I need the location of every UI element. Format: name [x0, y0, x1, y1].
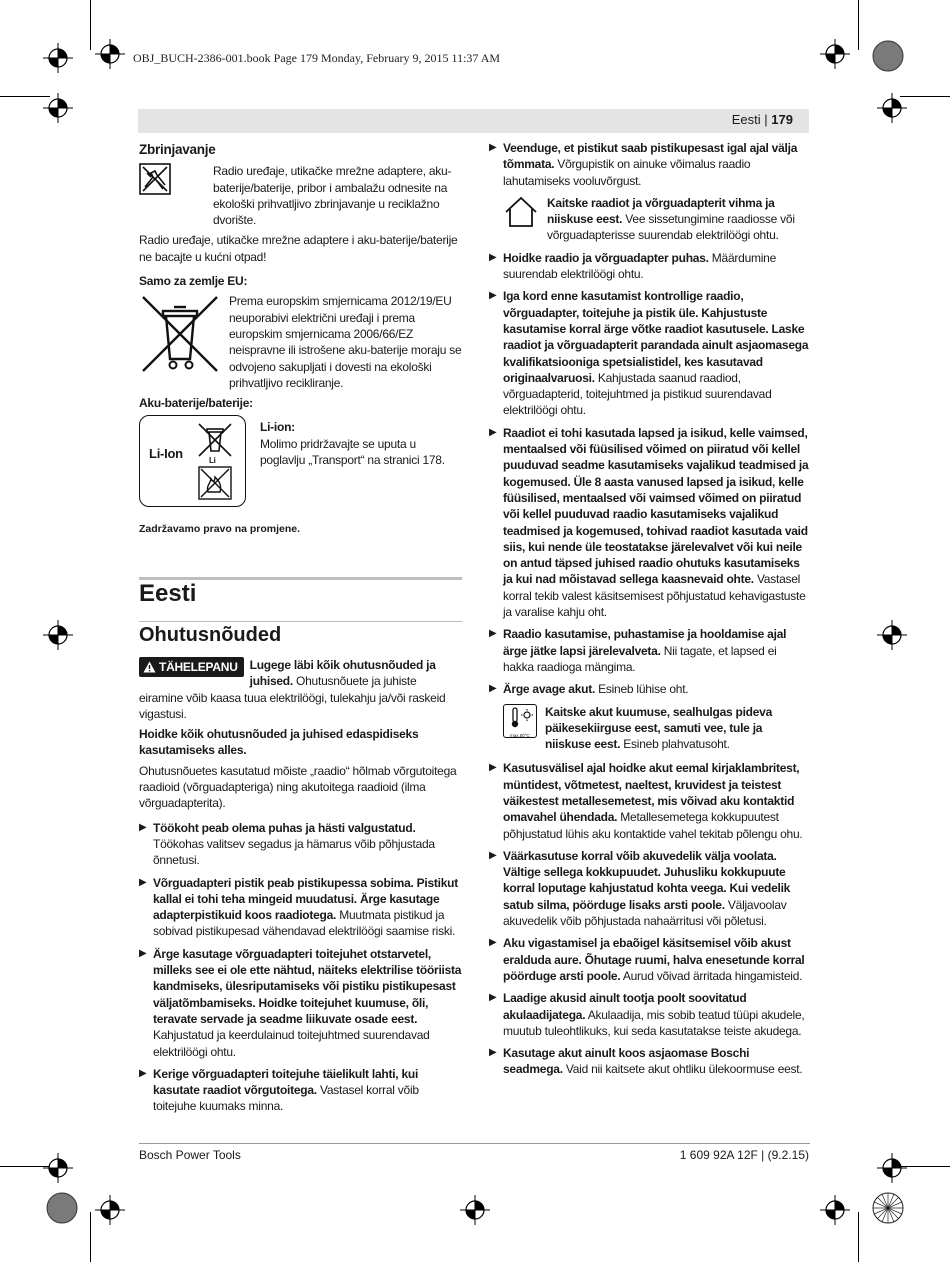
list-item	[489, 990, 810, 1039]
eu-title: Samo za zemlje EU:	[139, 274, 248, 289]
star-target-icon	[44, 1190, 80, 1226]
bullet-text: Akulaadija, mis sobib teatud tüüpi akudele, muutub tuleohtlikuks, kui seda kasutatakse teiste akudega.	[503, 1007, 805, 1038]
registration-mark-icon	[877, 93, 907, 123]
heat-block	[503, 704, 810, 753]
section-title: Eesti	[139, 580, 197, 607]
starburst-target-icon	[870, 1190, 906, 1226]
crop-line	[858, 1212, 859, 1262]
disposal-text: Radio uređaje, utikačke mrežne adaptere, aku-baterije/baterije, pribor i ambalažu odnesite na ekološki prihvatljivo zbrinjavanje u reciklažno dvorište.	[213, 164, 452, 228]
heat-text	[545, 704, 810, 753]
header-separator: |	[764, 112, 768, 127]
bullet-bold: Ärge kasutage võrguadapteri toitejuhet otstarvetel, milleks see ei ole ette nähtud, näiteks elektrilise tööriista kandmiseks, ülesriputamiseks või pistiku pistikupesast väljatõmbamiseks. Hoidke toitejuhet kuumuse, õli, teravate servade ja seadme liikuvate osade eest.	[153, 946, 462, 1026]
arrow-bullet-icon: ▶	[489, 290, 497, 302]
bullet-bold: Töökoht peab olema puhas ja hästi valgustatud.	[153, 820, 416, 835]
bullet-bold: Hoidke raadio ja võrguadapter puhas.	[503, 250, 709, 265]
heat-bold: Kaitske akut kuumuse, sealhulgas pideva päikesekiirguse eest, samuti vee, tule ja niiskuse eest.	[545, 704, 773, 752]
li-symbol: Li	[209, 456, 216, 466]
list-item	[489, 760, 810, 841]
household-text: Radio uređaje, utikačke mrežne adaptere i aku-baterije/baterije ne bacajte u kućni otpad!	[139, 233, 458, 264]
bullet-bold: Kasutage akut ainult koos asjaomase Boschi seadmega.	[503, 1046, 750, 1077]
battery-title: Aku-baterije/baterije:	[139, 396, 253, 411]
heat-warning-badge	[503, 704, 537, 738]
term-text: Ohutusnõuetes kasutatud mõiste „raadio“ hõlmab võrgutoitega raadioid (võrguadapteriga) ning akutoitega raadioid (ilma võrguadapterita).	[139, 763, 457, 811]
warning-text: Ohutusnõuete ja juhiste eiramine võib kaasa tuua elektrilöögi, tulekahju ja/või raskeid vigastusi.	[139, 674, 446, 721]
crop-line	[90, 0, 91, 50]
right-column	[489, 140, 810, 1084]
crop-line	[90, 1212, 91, 1262]
bullet-bold: Raadiot ei tohi kasutada lapsed ja isikud, kelle vaimsed, mentaalsed või füüsilised võimed on piiratud või kellel puuduvad seadme kasutamiseks vajalikud teadmised ja kogemused. Üle 8 aasta vanused lapsed ja isikud, kelle füüsilised, mentaalsed või vaimsed võimed on piiratud või kellel puuduvad raadio kasutamiseks vajalikud teadmised ja kogemused, tohivad raadiot kasutada vaid siis, kui nende üle teostatakse järelevalvet või kui neile on antud täpsed juhised raadio ohutuks kasutamiseks ja kui nad mõistavad sellega kaasnevaid ohte.	[503, 425, 809, 587]
bullet-text: Vastasel korral võib toitejuhe kuumaks minna.	[153, 1083, 419, 1114]
arrow-bullet-icon: ▶	[489, 762, 497, 774]
safety-title: Ohutusnõuded	[139, 624, 282, 646]
footer-brand: Bosch Power Tools	[139, 1148, 241, 1162]
registration-mark-icon	[877, 620, 907, 650]
list-item	[139, 946, 462, 1060]
thermometer-sun-icon	[505, 706, 535, 730]
disposal-title: Zbrinjavanje	[139, 142, 216, 157]
warning-paragraph	[139, 657, 462, 722]
liion-info	[260, 415, 462, 468]
bullet-text: Aurud võivad ärritada hingamisteid.	[620, 968, 803, 983]
list-item	[489, 626, 810, 675]
reserve-note: Zadržavamo pravo na promjene.	[139, 523, 301, 535]
bullet-text: Kahjustatud ja keerdulainud toitejuhtmed suurendavad elektrilöögi ohtu.	[153, 1028, 430, 1059]
no-fire-battery-icon	[198, 466, 232, 500]
bullet-text: Vaid nii kaitsete akut ohtliku ülekoormuse eest.	[562, 1062, 803, 1077]
page-number: 179	[771, 112, 793, 127]
arrow-bullet-icon: ▶	[489, 251, 497, 263]
list-item	[489, 425, 810, 621]
registration-mark-icon	[43, 93, 73, 123]
warning-bold: Lugege läbi kõik ohutusnõuded ja juhised.	[249, 658, 436, 689]
house-indoor-icon	[503, 195, 539, 229]
crop-line	[900, 96, 950, 97]
bullet-bold: Kasutusvälisel ajal hoidke akut eemal kirjaklambritest, müntidest, võtmetest, naeltest, kruvidest ja teistest väikestest metallesemetest, mis võivad aku kontaktid omavahel ühendada.	[503, 761, 800, 825]
arrow-bullet-icon: ▶	[139, 1067, 147, 1079]
heat-normal: Esineb plahvatusoht.	[620, 737, 730, 752]
header-language: Eesti	[731, 112, 761, 127]
bullet-bold: Laadige akusid ainult tootja poolt soovitatud akulaadijatega.	[503, 991, 747, 1022]
footer-code: 1 609 92A 12F | (9.2.15)	[679, 1148, 809, 1162]
battery-block	[139, 415, 462, 507]
eu-block	[139, 293, 462, 391]
keep-instructions	[139, 726, 462, 759]
bullet-text: Muutmata pistikud ja sobivad pistikupesad vähendavad elektrilöögi saamise riski.	[153, 908, 456, 939]
list-item	[489, 935, 810, 984]
crop-line	[858, 0, 859, 50]
crop-line	[900, 1166, 950, 1167]
arrow-bullet-icon: ▶	[489, 992, 497, 1004]
list-item	[489, 848, 810, 929]
arrow-bullet-icon: ▶	[489, 849, 497, 861]
arrow-bullet-icon: ▶	[489, 142, 497, 153]
arrow-bullet-icon: ▶	[489, 426, 497, 438]
left-safety-column	[139, 657, 462, 1121]
liion-text: Molimo pridržavajte se uputa u poglavlju „Transport“ na stranici 178.	[260, 436, 445, 468]
house-normal: Vee sissetungimine raadiosse või võrguadapterisse suurendab elektrilöögi ohtu.	[547, 212, 795, 243]
list-item	[139, 875, 462, 940]
registration-mark-icon	[460, 1195, 490, 1225]
registration-mark-icon	[877, 1153, 907, 1183]
bullet-bold: Veenduge, et pistikut saab pistikupesast igal ajal välja tõmmata.	[503, 141, 798, 172]
star-target-icon	[870, 38, 906, 74]
list-item	[489, 250, 810, 283]
bullet-bold: Väärkasutuse korral võib akuvedelik välja voolata. Vältige sellega kokkupuudet. Juhusliku kokkupuute korral loputage kahjustatud kohta veega. Kui vedelik satub silma, pöörduge lisaks arsti poole.	[503, 848, 791, 912]
warning-badge	[139, 657, 244, 677]
arrow-bullet-icon: ▶	[489, 628, 497, 640]
crossed-bin-icon	[139, 293, 221, 375]
list-item	[489, 288, 810, 418]
liion-battery-badge	[139, 415, 246, 507]
list-item	[489, 140, 810, 189]
eu-text: Prema europskim smjernicama 2012/19/EU neuporabivi električni uređaji i prema europskim smjernicama 2006/66/EZ neispravne ili istrošene aku-baterije moraju se odvojeno sakupljati i dovesti na ekološki prihvatljivo recikliranje.	[229, 294, 462, 390]
arrow-bullet-icon: ▶	[489, 1047, 497, 1059]
bullet-bold: Ärge avage akut.	[503, 682, 596, 697]
book-tag: OBJ_BUCH-2386-001.book Page 179 Monday, February 9, 2015 11:37 AM	[133, 51, 501, 65]
list-item	[139, 1066, 462, 1115]
header-label	[732, 112, 793, 127]
liion-badge-label: Li-Ion	[149, 446, 183, 462]
arrow-bullet-icon: ▶	[139, 821, 147, 833]
registration-mark-icon	[820, 1195, 850, 1225]
registration-mark-icon	[95, 39, 125, 69]
bullet-text: Esineb lühise oht.	[595, 682, 689, 697]
bullet-bold: Aku vigastamisel ja ebaõigel käsitsemisel võib akust eralduda aure. Õhutage ruumi, halva enesetunde korral pöörduge arsti poole.	[503, 936, 805, 983]
disposal-block	[139, 163, 462, 228]
warning-label: TÄHELEPANU	[159, 660, 238, 674]
heat-label: max.50°C	[510, 732, 530, 738]
arrow-bullet-icon: ▶	[489, 937, 497, 949]
list-item	[139, 820, 462, 869]
arrow-bullet-icon: ▶	[139, 947, 147, 959]
registration-mark-icon	[820, 39, 850, 69]
bullet-text: Nii tagate, et lapsed ei hakka raadioga mängima.	[503, 643, 777, 674]
house-text	[547, 195, 810, 244]
left-column	[139, 142, 462, 511]
house-bold: Kaitske raadiot ja võrguadapterit vihma ja niiskuse eest.	[547, 195, 775, 227]
footer-rule	[139, 1143, 810, 1144]
bullet-bold: Iga kord enne kasutamist kontrollige raadio, võrguadapter, toitejuhe ja pistik üle. Kahjustuste kasutamise korral ärge võtke raadiot kasutusele. Laske raadiot ja võrguadapterit parandada ainult asjaomasega kvalifikatsiooniga spetsialistidel, kes kasutavad originaalvaruosi.	[503, 289, 809, 385]
no-trash-tools-icon	[139, 163, 171, 195]
bullet-text: Metallesemetega kokkupuutest põhjustatud lühis aku kontaktide vahel tekitab põlengu ohu.	[503, 810, 803, 841]
list-item	[489, 681, 810, 697]
bullet-bold: Kerige võrguadapteri toitejuhe täielikult lahti, kui kasutate raadiot võrgutoitega.	[153, 1066, 419, 1098]
bullet-text: Kahjustada saanud raadiod, võrguadapterid, toitejuhtmed ja pistikud suurendavad elektrilöögi ohtu.	[503, 370, 772, 418]
list-item	[489, 1045, 810, 1078]
bullet-bold: Raadio kasutamise, puhastamise ja hooldamise ajal ärge jätke lapsi järelevalveta.	[503, 627, 787, 658]
header-band	[138, 109, 809, 133]
registration-mark-icon	[95, 1195, 125, 1225]
bullet-text: Töökohas valitsev segadus ja hämarus võib põhjustada õnnetusi.	[153, 836, 435, 868]
registration-mark-icon	[43, 43, 73, 73]
keep-bold: Hoidke kõik ohutusnõuded ja juhised edaspidiseks kasutamiseks alles.	[139, 727, 419, 758]
registration-mark-icon	[43, 1153, 73, 1183]
bullet-text: Määrdumine suurendab elektrilöögi ohtu.	[503, 250, 776, 282]
warning-triangle-icon	[143, 661, 156, 673]
registration-mark-icon	[43, 620, 73, 650]
arrow-bullet-icon: ▶	[489, 683, 497, 695]
bullet-text: Vastasel korral tekib valest käsitsemisest põhjustatud kehavigastuste ja varalise kahju oht.	[503, 572, 806, 620]
bullet-bold: Võrguadapteri pistik peab pistikupessa sobima. Pistikut kallal ei tohi teha mingeid muudatusi. Ärge kasutage adapterpistikuid koos raadiotega.	[153, 875, 458, 923]
house-block	[503, 195, 810, 244]
liion-title: Li-ion:	[260, 420, 295, 435]
safety-rule	[139, 621, 462, 622]
arrow-bullet-icon: ▶	[139, 876, 147, 888]
bullet-text: Väljavoolav akuvedelik võib põhjustada nahaärritusi või põletusi.	[503, 897, 787, 929]
bullet-text: Võrgupistik on ainuke võimalus raadio lahutamiseks vooluvõrgust.	[503, 157, 751, 188]
